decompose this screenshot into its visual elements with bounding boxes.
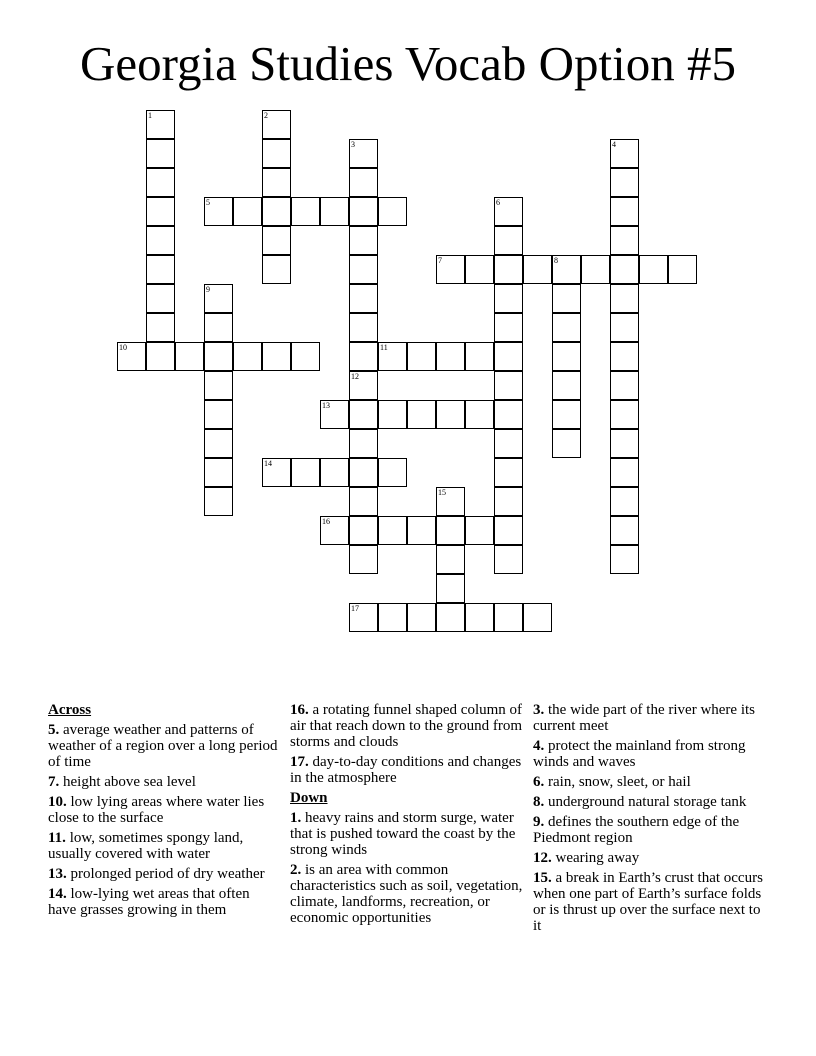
across-clue bbox=[48, 794, 280, 826]
grid-cell[interactable] bbox=[552, 429, 581, 458]
grid-cell[interactable] bbox=[349, 429, 378, 458]
grid-cell[interactable] bbox=[610, 371, 639, 400]
clue-text: height above sea level bbox=[59, 774, 196, 790]
grid-cell[interactable] bbox=[610, 255, 639, 284]
clue-text: average weather and patterns of weather of a region over a long period of time bbox=[48, 722, 278, 770]
grid-cell[interactable] bbox=[610, 545, 639, 574]
down-clue bbox=[533, 870, 763, 934]
grid-cell[interactable] bbox=[610, 197, 639, 226]
grid-cell[interactable] bbox=[610, 226, 639, 255]
across-clue bbox=[48, 886, 280, 918]
clue-column-1 bbox=[48, 702, 280, 922]
grid-cell[interactable] bbox=[204, 342, 233, 371]
grid-cell[interactable] bbox=[378, 197, 407, 226]
clue-number: 13 bbox=[322, 401, 330, 410]
clue-column-2 bbox=[290, 702, 526, 930]
clue-number: 1 bbox=[148, 111, 152, 120]
grid-cell[interactable] bbox=[291, 458, 320, 487]
clue-number: 12 bbox=[351, 372, 359, 381]
grid-cell[interactable] bbox=[146, 255, 175, 284]
grid-cell[interactable] bbox=[436, 545, 465, 574]
grid-cell[interactable] bbox=[494, 603, 523, 632]
grid-cell[interactable] bbox=[610, 487, 639, 516]
down-clue bbox=[533, 738, 763, 770]
across-clue bbox=[48, 830, 280, 862]
grid-cell[interactable] bbox=[262, 342, 291, 371]
grid-cell[interactable] bbox=[523, 603, 552, 632]
clue-heading: Across bbox=[48, 702, 92, 718]
clue-number: 3 bbox=[351, 140, 355, 149]
grid-cell[interactable] bbox=[349, 255, 378, 284]
grid-cell[interactable] bbox=[349, 313, 378, 342]
grid-cell[interactable] bbox=[233, 197, 262, 226]
grid-cell[interactable] bbox=[436, 574, 465, 603]
grid-cell[interactable] bbox=[610, 284, 639, 313]
grid-cell[interactable] bbox=[117, 342, 146, 371]
grid-cell[interactable] bbox=[204, 458, 233, 487]
clue-text: underground natural storage tank bbox=[544, 794, 747, 810]
grid-cell[interactable] bbox=[552, 255, 581, 284]
clue-number: 8 bbox=[554, 256, 558, 265]
clue-number-label: 6. bbox=[533, 774, 545, 790]
grid-cell[interactable] bbox=[465, 516, 494, 545]
grid-cell[interactable] bbox=[146, 197, 175, 226]
grid-cell[interactable] bbox=[407, 400, 436, 429]
grid-cell[interactable] bbox=[465, 603, 494, 632]
grid-cell[interactable] bbox=[175, 342, 204, 371]
clue-text: low lying areas where water lies close to the surface bbox=[48, 794, 265, 826]
clue-number: 2 bbox=[264, 111, 268, 120]
grid-cell[interactable] bbox=[610, 516, 639, 545]
grid-cell[interactable] bbox=[320, 458, 349, 487]
grid-cell[interactable] bbox=[494, 458, 523, 487]
grid-cell[interactable] bbox=[552, 342, 581, 371]
grid-cell[interactable] bbox=[668, 255, 697, 284]
clue-text: day-to-day conditions and changes in the atmosphere bbox=[290, 754, 522, 786]
grid-cell[interactable] bbox=[291, 197, 320, 226]
grid-cell[interactable] bbox=[436, 255, 465, 284]
clue-text: prolonged period of dry weather bbox=[66, 866, 265, 882]
grid-cell[interactable] bbox=[204, 487, 233, 516]
grid-cell[interactable] bbox=[262, 226, 291, 255]
grid-cell[interactable] bbox=[204, 197, 233, 226]
clue-text: rain, snow, sleet, or hail bbox=[544, 774, 691, 790]
grid-cell[interactable] bbox=[146, 284, 175, 313]
clue-number-label: 7. bbox=[48, 774, 60, 790]
grid-cell[interactable] bbox=[407, 342, 436, 371]
down-clue bbox=[533, 794, 763, 810]
grid-cell[interactable] bbox=[436, 487, 465, 516]
grid-cell[interactable] bbox=[610, 139, 639, 168]
grid-cell[interactable] bbox=[146, 139, 175, 168]
down-clue bbox=[533, 814, 763, 846]
clue-number-label: 14. bbox=[48, 886, 67, 902]
grid-cell[interactable] bbox=[494, 255, 523, 284]
grid-cell[interactable] bbox=[494, 400, 523, 429]
clue-number-label: 12. bbox=[533, 850, 552, 866]
grid-cell[interactable] bbox=[204, 284, 233, 313]
grid-cell[interactable] bbox=[204, 429, 233, 458]
grid-cell[interactable] bbox=[349, 197, 378, 226]
grid-cell[interactable] bbox=[494, 487, 523, 516]
clue-text: low, sometimes spongy land, usually covered with water bbox=[48, 830, 244, 862]
clue-text: a break in Earth’s crust that occurs when one part of Earth’s surface folds or is thrust up over the surface next to it bbox=[533, 870, 763, 934]
clue-text: wearing away bbox=[551, 850, 640, 866]
grid-cell[interactable] bbox=[407, 603, 436, 632]
across-clue bbox=[48, 722, 280, 770]
grid-cell[interactable] bbox=[349, 516, 378, 545]
grid-cell[interactable] bbox=[349, 284, 378, 313]
grid-cell[interactable] bbox=[349, 342, 378, 371]
grid-cell[interactable] bbox=[552, 313, 581, 342]
clue-number: 9 bbox=[206, 285, 210, 294]
down-clue bbox=[290, 810, 526, 858]
clue-number-label: 13. bbox=[48, 866, 67, 882]
grid-cell[interactable] bbox=[465, 342, 494, 371]
grid-cell[interactable] bbox=[204, 371, 233, 400]
grid-cell[interactable] bbox=[436, 603, 465, 632]
grid-cell[interactable] bbox=[378, 516, 407, 545]
grid-cell[interactable] bbox=[581, 255, 610, 284]
grid-cell[interactable] bbox=[552, 400, 581, 429]
grid-cell[interactable] bbox=[146, 313, 175, 342]
grid-cell[interactable] bbox=[349, 400, 378, 429]
grid-cell[interactable] bbox=[610, 458, 639, 487]
across-clue bbox=[290, 754, 526, 786]
grid-cell[interactable] bbox=[233, 342, 262, 371]
grid-cell[interactable] bbox=[349, 371, 378, 400]
clue-number-label: 4. bbox=[533, 738, 545, 754]
grid-cell[interactable] bbox=[610, 168, 639, 197]
clue-number-label: 8. bbox=[533, 794, 545, 810]
grid-cell[interactable] bbox=[494, 284, 523, 313]
grid-cell[interactable] bbox=[610, 400, 639, 429]
grid-cell[interactable] bbox=[436, 400, 465, 429]
grid-cell[interactable] bbox=[465, 400, 494, 429]
down-clue bbox=[533, 774, 763, 790]
across-clue bbox=[48, 866, 280, 882]
down-clue bbox=[290, 862, 526, 926]
clue-number-label: 15. bbox=[533, 870, 552, 886]
grid-cell[interactable] bbox=[349, 139, 378, 168]
clue-column-3 bbox=[533, 702, 763, 938]
clue-number: 5 bbox=[206, 198, 210, 207]
grid-cell[interactable] bbox=[494, 516, 523, 545]
grid-cell[interactable] bbox=[407, 516, 436, 545]
clue-text: protect the mainland from strong winds and waves bbox=[533, 738, 746, 770]
clue-text: a rotating funnel shaped column of air that reach down to the ground from storms and clouds bbox=[290, 702, 523, 750]
clue-number: 11 bbox=[380, 343, 388, 352]
grid-cell[interactable] bbox=[494, 371, 523, 400]
down-clue bbox=[533, 702, 763, 734]
clue-text: low-lying wet areas that often have grasses growing in them bbox=[48, 886, 250, 918]
clue-number: 4 bbox=[612, 140, 616, 149]
puzzle-title: Georgia Studies Vocab Option #5 bbox=[79, 36, 737, 91]
grid-cell[interactable] bbox=[523, 255, 552, 284]
grid-cell[interactable] bbox=[262, 255, 291, 284]
clue-number: 17 bbox=[351, 604, 359, 613]
grid-cell[interactable] bbox=[552, 371, 581, 400]
grid-cell[interactable] bbox=[204, 313, 233, 342]
grid-cell[interactable] bbox=[494, 429, 523, 458]
grid-cell[interactable] bbox=[349, 603, 378, 632]
grid-cell[interactable] bbox=[146, 342, 175, 371]
grid-cell[interactable] bbox=[349, 168, 378, 197]
clue-text: heavy rains and storm surge, water that is pushed toward the coast by the strong winds bbox=[290, 810, 516, 858]
grid-cell[interactable] bbox=[291, 342, 320, 371]
grid-cell[interactable] bbox=[436, 516, 465, 545]
grid-cell[interactable] bbox=[465, 255, 494, 284]
grid-cell[interactable] bbox=[378, 603, 407, 632]
across-clue bbox=[290, 702, 526, 750]
grid-cell[interactable] bbox=[436, 342, 465, 371]
grid-cell[interactable] bbox=[204, 400, 233, 429]
grid-cell[interactable] bbox=[494, 197, 523, 226]
grid-cell[interactable] bbox=[378, 342, 407, 371]
clue-number-label: 17. bbox=[290, 754, 309, 770]
clue-number: 15 bbox=[438, 488, 446, 497]
grid-cell[interactable] bbox=[494, 342, 523, 371]
grid-cell[interactable] bbox=[262, 139, 291, 168]
across-clue bbox=[48, 774, 280, 790]
clue-number-label: 16. bbox=[290, 702, 309, 718]
grid-cell[interactable] bbox=[349, 226, 378, 255]
clue-number: 10 bbox=[119, 343, 127, 352]
clue-number-label: 2. bbox=[290, 862, 302, 878]
clue-text: defines the southern edge of the Piedmont region bbox=[533, 814, 740, 846]
grid-cell[interactable] bbox=[349, 545, 378, 574]
down-clue bbox=[533, 850, 763, 866]
clue-number: 7 bbox=[438, 256, 442, 265]
grid-cell[interactable] bbox=[378, 458, 407, 487]
clue-number: 6 bbox=[496, 198, 500, 207]
grid-cell[interactable] bbox=[320, 516, 349, 545]
grid-cell[interactable] bbox=[378, 400, 407, 429]
grid-cell[interactable] bbox=[552, 284, 581, 313]
grid-cell[interactable] bbox=[146, 110, 175, 139]
clue-text: is an area with common characteristics such as soil, vegetation, climate, landforms, recreation, or economic opportunities bbox=[290, 862, 523, 926]
clue-number: 16 bbox=[322, 517, 330, 526]
clue-number: 14 bbox=[264, 459, 272, 468]
grid-cell[interactable] bbox=[349, 458, 378, 487]
grid-cell[interactable] bbox=[262, 197, 291, 226]
grid-cell[interactable] bbox=[494, 313, 523, 342]
grid-cell[interactable] bbox=[610, 313, 639, 342]
clue-number-label: 1. bbox=[290, 810, 302, 826]
grid-cell[interactable] bbox=[146, 226, 175, 255]
grid-cell[interactable] bbox=[610, 342, 639, 371]
grid-cell[interactable] bbox=[610, 429, 639, 458]
grid-cell[interactable] bbox=[320, 197, 349, 226]
clue-number-label: 9. bbox=[533, 814, 545, 830]
clue-number-label: 3. bbox=[533, 702, 545, 718]
clue-heading: Down bbox=[290, 790, 328, 806]
clue-number-label: 11. bbox=[48, 830, 66, 846]
clue-number-label: 10. bbox=[48, 794, 67, 810]
grid-cell[interactable] bbox=[494, 226, 523, 255]
clue-number-label: 5. bbox=[48, 722, 60, 738]
grid-cell[interactable] bbox=[349, 487, 378, 516]
grid-cell[interactable] bbox=[146, 168, 175, 197]
clue-text: the wide part of the river where its current meet bbox=[533, 702, 756, 734]
grid-cell[interactable] bbox=[262, 458, 291, 487]
grid-cell[interactable] bbox=[262, 110, 291, 139]
grid-cell[interactable] bbox=[262, 168, 291, 197]
grid-cell[interactable] bbox=[494, 545, 523, 574]
grid-cell[interactable] bbox=[639, 255, 668, 284]
grid-cell[interactable] bbox=[320, 400, 349, 429]
